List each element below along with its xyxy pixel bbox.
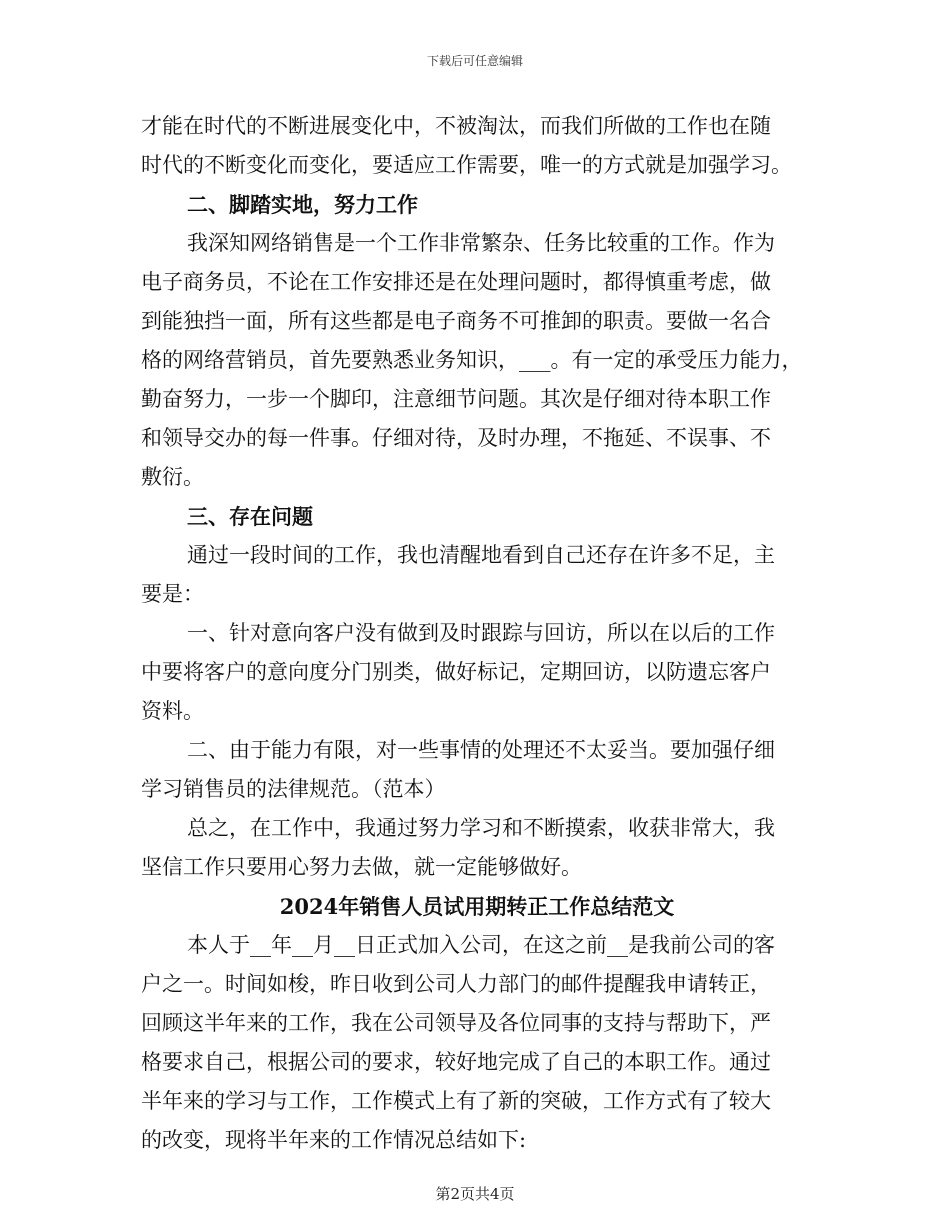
paragraph-line: 我深知网络销售是一个工作非常繁杂、任务比较重的工作。作为 — [187, 231, 775, 255]
paragraph-line: 和领导交办的每一件事。仔细对待，及时办理，不拖延、不误事、不 — [141, 426, 771, 450]
paragraph-line: 户之一。时间如梭，昨日收到公司人力部门的邮件提醒我申请转正， — [141, 972, 771, 996]
paragraph-line: 半年来的学习与工作，工作模式上有了新的突破，工作方式有了较大 — [141, 1089, 771, 1113]
paragraph-line: 本人于__年__月__日正式加入公司，在这之前__是我前公司的客 — [187, 933, 775, 957]
paragraph-line: 资料。 — [141, 699, 204, 723]
paragraph-line: 总之，在工作中，我通过努力学习和不断摸索，收获非常大，我 — [187, 816, 775, 840]
paragraph-line: 学习销售员的法律规范。（范本） — [141, 777, 446, 801]
document-body — [141, 107, 813, 1160]
section-title: 2024年销售人员试用期转正工作总结范文 — [279, 894, 675, 919]
paragraph-line: 才能在时代的不断进展变化中，不被淘汰，而我们所做的工作也在随 — [141, 114, 771, 138]
page-header: 下载后可任意编辑 — [426, 54, 523, 68]
paragraph-line: 一、针对意向客户没有做到及时跟踪与回访，所以在以后的工作 — [187, 621, 775, 645]
paragraph-line: 勤奋努力，一步一个脚印，注意细节问题。其次是仔细对待本职工作 — [141, 387, 771, 411]
paragraph-line: 通过一段时间的工作，我也清醒地看到自己还存在许多不足，主 — [187, 543, 775, 567]
paragraph-line: 中要将客户的意向度分门别类，做好标记，定期回访，以防遗忘客户 — [141, 660, 771, 684]
page-footer: 第2页共4页 — [435, 1185, 515, 1203]
paragraph-line: 二、由于能力有限，对一些事情的处理还不太妥当。要加强仔细 — [187, 738, 775, 762]
paragraph-line: 坚信工作只要用心努力去做，就一定能够做好。 — [141, 855, 582, 879]
paragraph-line: 电子商务员，不论在工作安排还是在处理问题时，都得慎重考虑，做 — [141, 270, 771, 294]
paragraph-line: 到能独挡一面，所有这些都是电子商务不可推卸的职责。要做一名合 — [141, 309, 771, 333]
paragraph-line: 的改变，现将半年来的工作情况总结如下: — [141, 1128, 527, 1152]
section-heading: 三、存在问题 — [187, 504, 313, 529]
paragraph-line: 格的网络营销员，首先要熟悉业务知识，___。有一定的承受压力能力， — [141, 348, 803, 372]
paragraph-line: 格要求自己，根据公司的要求，较好地完成了自己的本职工作。通过 — [141, 1050, 771, 1074]
paragraph-line: 回顾这半年来的工作，我在公司领导及各位同事的支持与帮助下，严 — [141, 1011, 771, 1035]
paragraph-line: 要是： — [141, 582, 204, 606]
paragraph-line: 时代的不断变化而变化，要适应工作需要，唯一的方式就是加强学习。 — [141, 153, 792, 177]
paragraph-line: 敷衍。 — [141, 465, 204, 489]
section-heading: 二、脚踏实地，努力工作 — [187, 192, 418, 217]
